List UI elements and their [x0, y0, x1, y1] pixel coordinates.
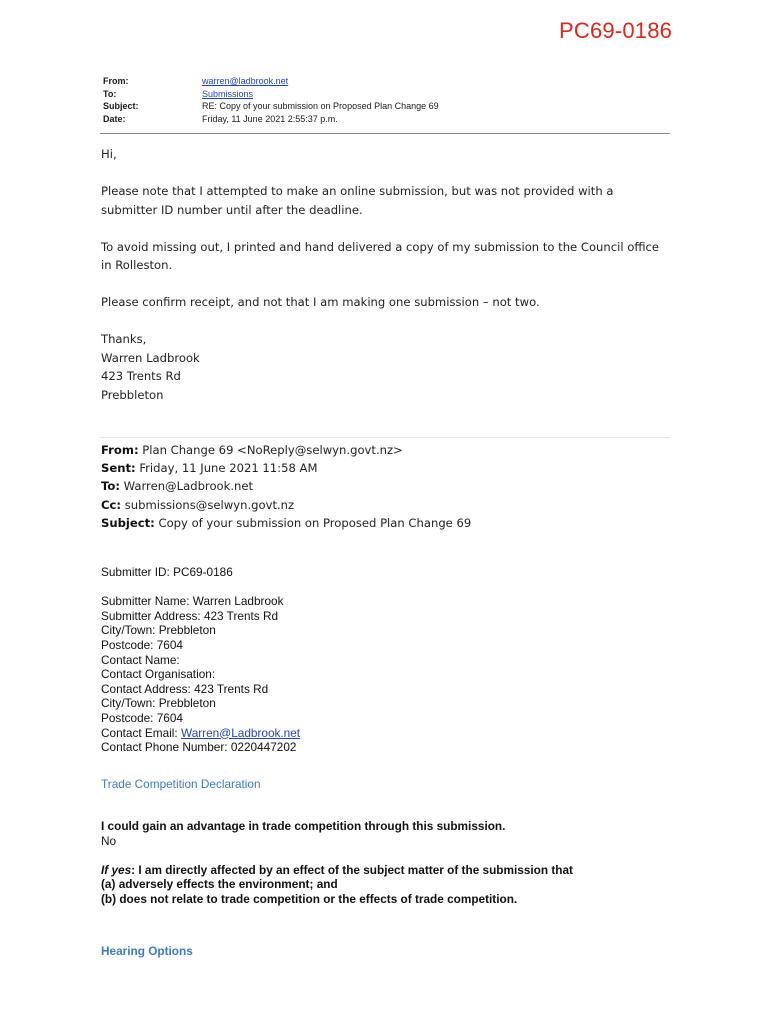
contact-address: Contact Address: 423 Trents Rd	[101, 681, 269, 696]
fwd-sent-row	[101, 459, 671, 477]
signoff: Thanks,	[101, 332, 147, 346]
submitter-city-town: City/Town: Prebbleton	[101, 623, 216, 638]
contact-organisation: Contact Organisation:	[101, 667, 216, 682]
submitter-id: Submitter ID: PC69-0186	[101, 565, 233, 579]
fwd-subject-value: Copy of your submission on Proposed Plan Change 69	[154, 515, 472, 530]
header-date-label: Date:	[103, 113, 126, 124]
contact-email-link[interactable]: Warren@Ladbrook.net	[181, 725, 301, 740]
signature-town: Prebbleton	[101, 387, 164, 402]
spacer	[101, 580, 681, 595]
message-paragraph-3: Please confirm receipt, and not that I am making one submission – not two.	[101, 295, 540, 309]
trade-section-title: Trade Competition Declaration	[101, 776, 261, 791]
reference-stamp: PC69-0186	[559, 18, 673, 43]
fwd-to-label: To:	[101, 479, 120, 494]
if-yes-statement	[101, 863, 681, 878]
fwd-cc-row	[101, 496, 671, 514]
condition-b: (b) does not relate to trade competition or the effects of trade competition.	[101, 891, 518, 906]
fwd-from-row	[101, 441, 671, 459]
submitter-name: Submitter Name: Warren Ladbrook	[101, 594, 284, 609]
contact-city-town: City/Town: Prebbleton	[101, 696, 216, 711]
message-body	[101, 145, 671, 404]
header-from-label: From:	[103, 76, 129, 86]
trade-answer: No	[101, 833, 117, 848]
hearing-options-title: Hearing Options	[101, 944, 193, 959]
header-to-link[interactable]: Submissions	[202, 88, 254, 99]
fwd-sent-value: Friday, 11 June 2021 11:58 AM	[135, 461, 318, 476]
signature-block	[101, 330, 671, 404]
contact-phone: Contact Phone Number: 0220447202	[101, 740, 297, 755]
signature-street: 423 Trents Rd	[101, 369, 181, 383]
condition-a: (a) adversely effects the environment; and	[101, 877, 338, 892]
fwd-cc-value: submissions@selwyn.govt.nz	[121, 497, 295, 512]
fwd-subject-row	[101, 514, 671, 532]
contact-email-row	[101, 726, 681, 741]
fwd-to-value: Warren@Ladbrook.net	[119, 479, 254, 494]
message-paragraph-2: To avoid missing out, I printed and hand delivered a copy of my submission to the Council office in Rolleston.	[101, 239, 660, 272]
contact-email-label: Contact Email:	[101, 725, 181, 740]
greeting: Hi,	[101, 147, 117, 161]
header-subject-label: Subject:	[103, 101, 139, 111]
header-from-link[interactable]: warren@ladbrook.net	[202, 76, 289, 86]
if-yes-text: : I am directly affected by an effect of the subject matter of the submission that	[131, 862, 573, 877]
contact-name: Contact Name:	[101, 652, 180, 667]
forward-divider	[100, 437, 670, 438]
fwd-cc-label: Cc:	[101, 497, 122, 512]
signature-name: Warren Ladbrook	[101, 350, 200, 365]
fwd-subject-label: Subject:	[101, 515, 155, 530]
fwd-sent-label: Sent:	[101, 461, 136, 476]
header-subject-value: RE: Copy of your submission on Proposed Plan Change 69	[202, 101, 439, 111]
header-to-label: To:	[103, 88, 117, 99]
fwd-from-label: From:	[101, 443, 139, 457]
trade-question: I could gain an advantage in trade competition through this submission.	[101, 819, 506, 834]
message-paragraph-1: Please note that I attempted to make an online submission, but was not provided with a submitter ID number until after the deadline.	[101, 184, 614, 217]
if-yes-label: If yes	[101, 862, 132, 877]
submission-details	[101, 565, 681, 959]
contact-postcode: Postcode: 7604	[101, 710, 183, 725]
fwd-to-row	[101, 477, 671, 495]
header-divider	[100, 133, 670, 134]
fwd-from-value: Plan Change 69 <NoReply@selwyn.govt.nz>	[138, 443, 403, 457]
forwarded-header	[101, 441, 671, 532]
submitter-address: Submitter Address: 423 Trents Rd	[101, 608, 279, 623]
submitter-postcode: Postcode: 7604	[101, 637, 183, 652]
header-date-value: Friday, 11 June 2021 2:55:37 p.m.	[202, 113, 338, 124]
